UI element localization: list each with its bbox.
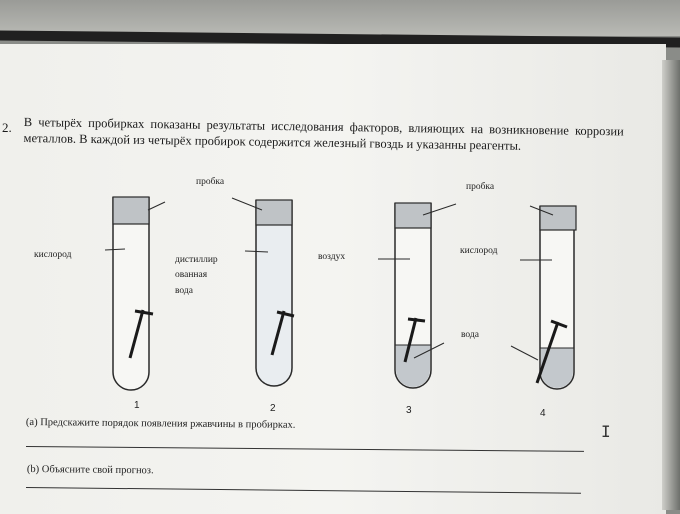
label-cork-1: пробка — [196, 177, 225, 187]
tube-number-1: 1 — [134, 400, 140, 411]
question-text: В четырёх пробирках показаны результаты исследования факторов, влияющих на возникновение коррозии металлов. В каждой из четырёх пробирок содержится железный гвоздь и указанны реагенты. — [23, 114, 624, 153]
text-cursor-icon: Ι — [601, 422, 611, 441]
label-distilled-2: ованная — [175, 270, 208, 280]
cork-2 — [256, 200, 292, 225]
label-cork-2: пробка — [466, 182, 495, 192]
tube-number-2: 2 — [270, 403, 276, 414]
test-tube-3 — [378, 203, 456, 388]
label-oxygen-1: кислород — [34, 250, 72, 260]
tube-number-4: 4 — [540, 408, 546, 419]
water-3 — [396, 345, 430, 387]
subquestion-a: (a) Предскажите порядок появления ржавчины в пробирках. — [25, 417, 296, 431]
test-tube-1 — [105, 197, 165, 390]
label-air: воздух — [318, 252, 346, 262]
label-distilled-3: вода — [175, 286, 193, 296]
question-number: 2. — [2, 120, 12, 135]
cork-4 — [540, 206, 576, 230]
label-distilled-1: дистиллир — [175, 255, 218, 265]
test-tube-4 — [511, 206, 576, 389]
tube-number-3: 3 — [406, 405, 412, 416]
cork-3 — [395, 203, 431, 228]
label-oxygen-2: кислород — [460, 246, 498, 256]
subquestion-b: (b) Объясните свой прогноз. — [26, 464, 154, 477]
cork-1 — [113, 197, 149, 224]
label-water: вода — [461, 330, 479, 340]
test-tube-2 — [232, 198, 294, 386]
